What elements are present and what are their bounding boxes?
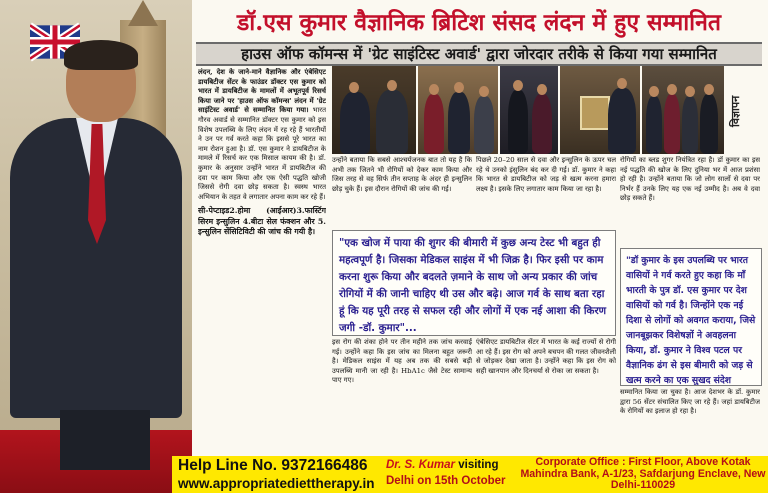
corporate-address: Corporate Office : First Floor, Above Kotak Mahindra Bank, A-1/23, Safdarjung Enclave, New Delhi-110029 — [520, 456, 766, 491]
article-column-4: रोगियों का ब्लड शुगर नियंत्रित रहा है। डॉ कुमार का इस नई पद्धति की खोज के लिए दुनिया भर में आज प्रशंसा हो रही है। उन्होंने बताया कि जो लोग सालों से दवा पर निर्भर हैं उनके लिए यह एक नई उम्मीद है। अब वे दवा छोड़ सकते हैं। — [620, 156, 760, 203]
visit-doctor-name: Dr. S. Kumar — [386, 459, 456, 471]
page-headline: डॉ.एस कुमार वैज्ञानिक ब्रिटिश संसद लंदन में हुए सम्मानित — [236, 9, 722, 36]
article-column-3: पिछले 20–20 साल से दवा और इन्सुलिन के ऊपर चल रहे थे उनको इंसुलिन बंद कर दी गई। डॉ. कुमार ने कहा कि भारत से डायबिटीज को जड़ से खत्म करना हमारा लक्ष्य है। इसके लिए लगातार काम किया जा रहा है। — [476, 156, 616, 193]
article-lead: लंदन, देश के जाने-माने वैज्ञानिक और एंबेसिएट डायबिटीज सेंटर के फाउंडर डॉक्टर एस कुमार को भारत में डायबिटीज के मामलों में अभूतपूर्व रिसर्च किया जाने पर 'हाउस ऑफ कॉमन्स' लंदन में 'ग्रेट साइंटिस्ट अवार्ड' से सम्मानित किया गया। — [198, 68, 326, 115]
award-photo-2 — [418, 66, 498, 154]
pull-quote-side: "डॉ कुमार के इस उपलब्धि पर भारत वासियों ने गर्व करते हुए कहा कि माँ भारती के पुत्र डॉ. एस कुमार पर देश वासियों को गर्व है। जिन्होंने एक नई दिशा से लोगों को अवगत कराया, जिसे जानबूझकर विशेषज्ञों ने अवहलना किया, डॉ. कुमार ने विश्व पटल पर वैज्ञानिक ढंग से इस बीमारी को जड़ से खत्म करने का एक सुखद संदेश — [620, 248, 762, 386]
article-column-5: इस रोग की शंका होने पर तीन महीने तक जांच करवाई गई। उन्होंने कहा कि इस जांच का मिलना बहुत जरूरी है। मेडिकल साइंस में यह अब तक की सबसे बड़ी उपलब्धि मानी जा रही है। HbA1c जैसे टेस्ट सामान्य पाए गए। — [332, 338, 472, 385]
person-hair — [64, 40, 138, 70]
award-certificate — [580, 96, 610, 130]
hero-photo — [0, 0, 192, 493]
article-column-2: उन्होंने बताया कि सबसे आश्चर्यजनक बात तो यह है कि अभी तक जितने भी रोगियों को देकर काम किया और जिस तरह से वह सिर्फ तीन सप्ताह के अंदर ही इन्सुलिन छोड़ चुके हैं। इस दौरान रोगियों की जांच की गई। — [332, 156, 472, 193]
website-link[interactable]: www.appropriatediettherapy.in — [178, 476, 375, 491]
award-photo-3 — [500, 66, 558, 154]
article-column-6: एंबेसिएट डायबिटीज सेंटर में भारत के कई राज्यों से रोगी आ रहे हैं। इस रोग को अपने बचपन की गलत जीवनशैली से जोड़कर देखा जाता है। उन्होंने कहा कि इस रोग को सही खानपान और दिनचर्या से रोका जा सकता है। — [476, 338, 616, 375]
person-legs — [60, 410, 150, 470]
award-photo-4 — [560, 66, 640, 154]
article-test-list: सी-पेप्टाइड2.होमा (आईआर)3.फास्टिंग सिरम इन्सुलिन 4.बीटा सेल फंक्शन और 5. इन्सुलिन सेंसिटिविटी की जांच की गयी है। — [198, 206, 326, 237]
pull-quote-main: "एक खोज में पाया की शुगर की बीमारी में कुछ अन्य टेस्ट भी बहुत ही महत्वपूर्ण है। जिसका मेडिकल साइंस में भी जिक्र है। फिर इसी पर काम करना शुरू किया और बदलते ज़माने के साथ जो अन्य प्रकार की जांच रोगियों में की जानी चाहिए थी उस और बढ़े। आज गर्व के साथ बता रहा हूं कि यह पूरी तरह से सफल रही और लोगों में एक नई आशा की किरण जगी -डॉ. कुमार"... — [332, 230, 616, 336]
helpline-number: Help Line No. 9372166486 — [178, 457, 368, 474]
page-subheadline: हाउस ऑफ कॉमन्स में 'ग्रेट साइंटिस्ट अवार्ड' द्वारा जोरदार तरीके से किया गया सम्मानित — [196, 42, 762, 66]
advertisement-tag: विज्ञापन — [729, 95, 742, 127]
article-column-7: सम्मानित किया जा चुका है। आज देशभर के डॉ. कुमार द्वारा 56 सेंटर संचालित किए जा रहे हैं। जहां डायबिटीज के रोगियों का इलाज हो रहा है। — [620, 388, 760, 416]
article-body-1: भारत गौरव अवार्ड से सम्मानित डॉक्टर एस कुमार को इस विशेष उपलब्धि के लिए लंदन में रह रहे हैं भारतीयों ने उन पर गर्व करते कहा कि इससे पूरे भारत का नाम रोशन हुआ है। डॉ. एस कुमार ने डायबिटीज के मामले में रिसर्च कर एक मिसाल कायम की है। डॉ. कुमार के अनुसार उन्होंने भारत में डायबिटीज की दवा पर काम किया और एक ऐसी पद्धति खोजी जिससे रोगी दवा छोड़ सकता है। स्वस्थ भारत अभियान के तहत वे लगातार अपना काम कर रहे हैं। — [198, 106, 326, 201]
visit-verb: visiting — [455, 459, 499, 471]
visit-notice — [386, 457, 514, 491]
article-column-1 — [198, 68, 326, 460]
visit-date: Delhi on 15th October — [386, 475, 506, 487]
award-photo-1 — [332, 66, 416, 154]
award-photo-5 — [642, 66, 724, 154]
